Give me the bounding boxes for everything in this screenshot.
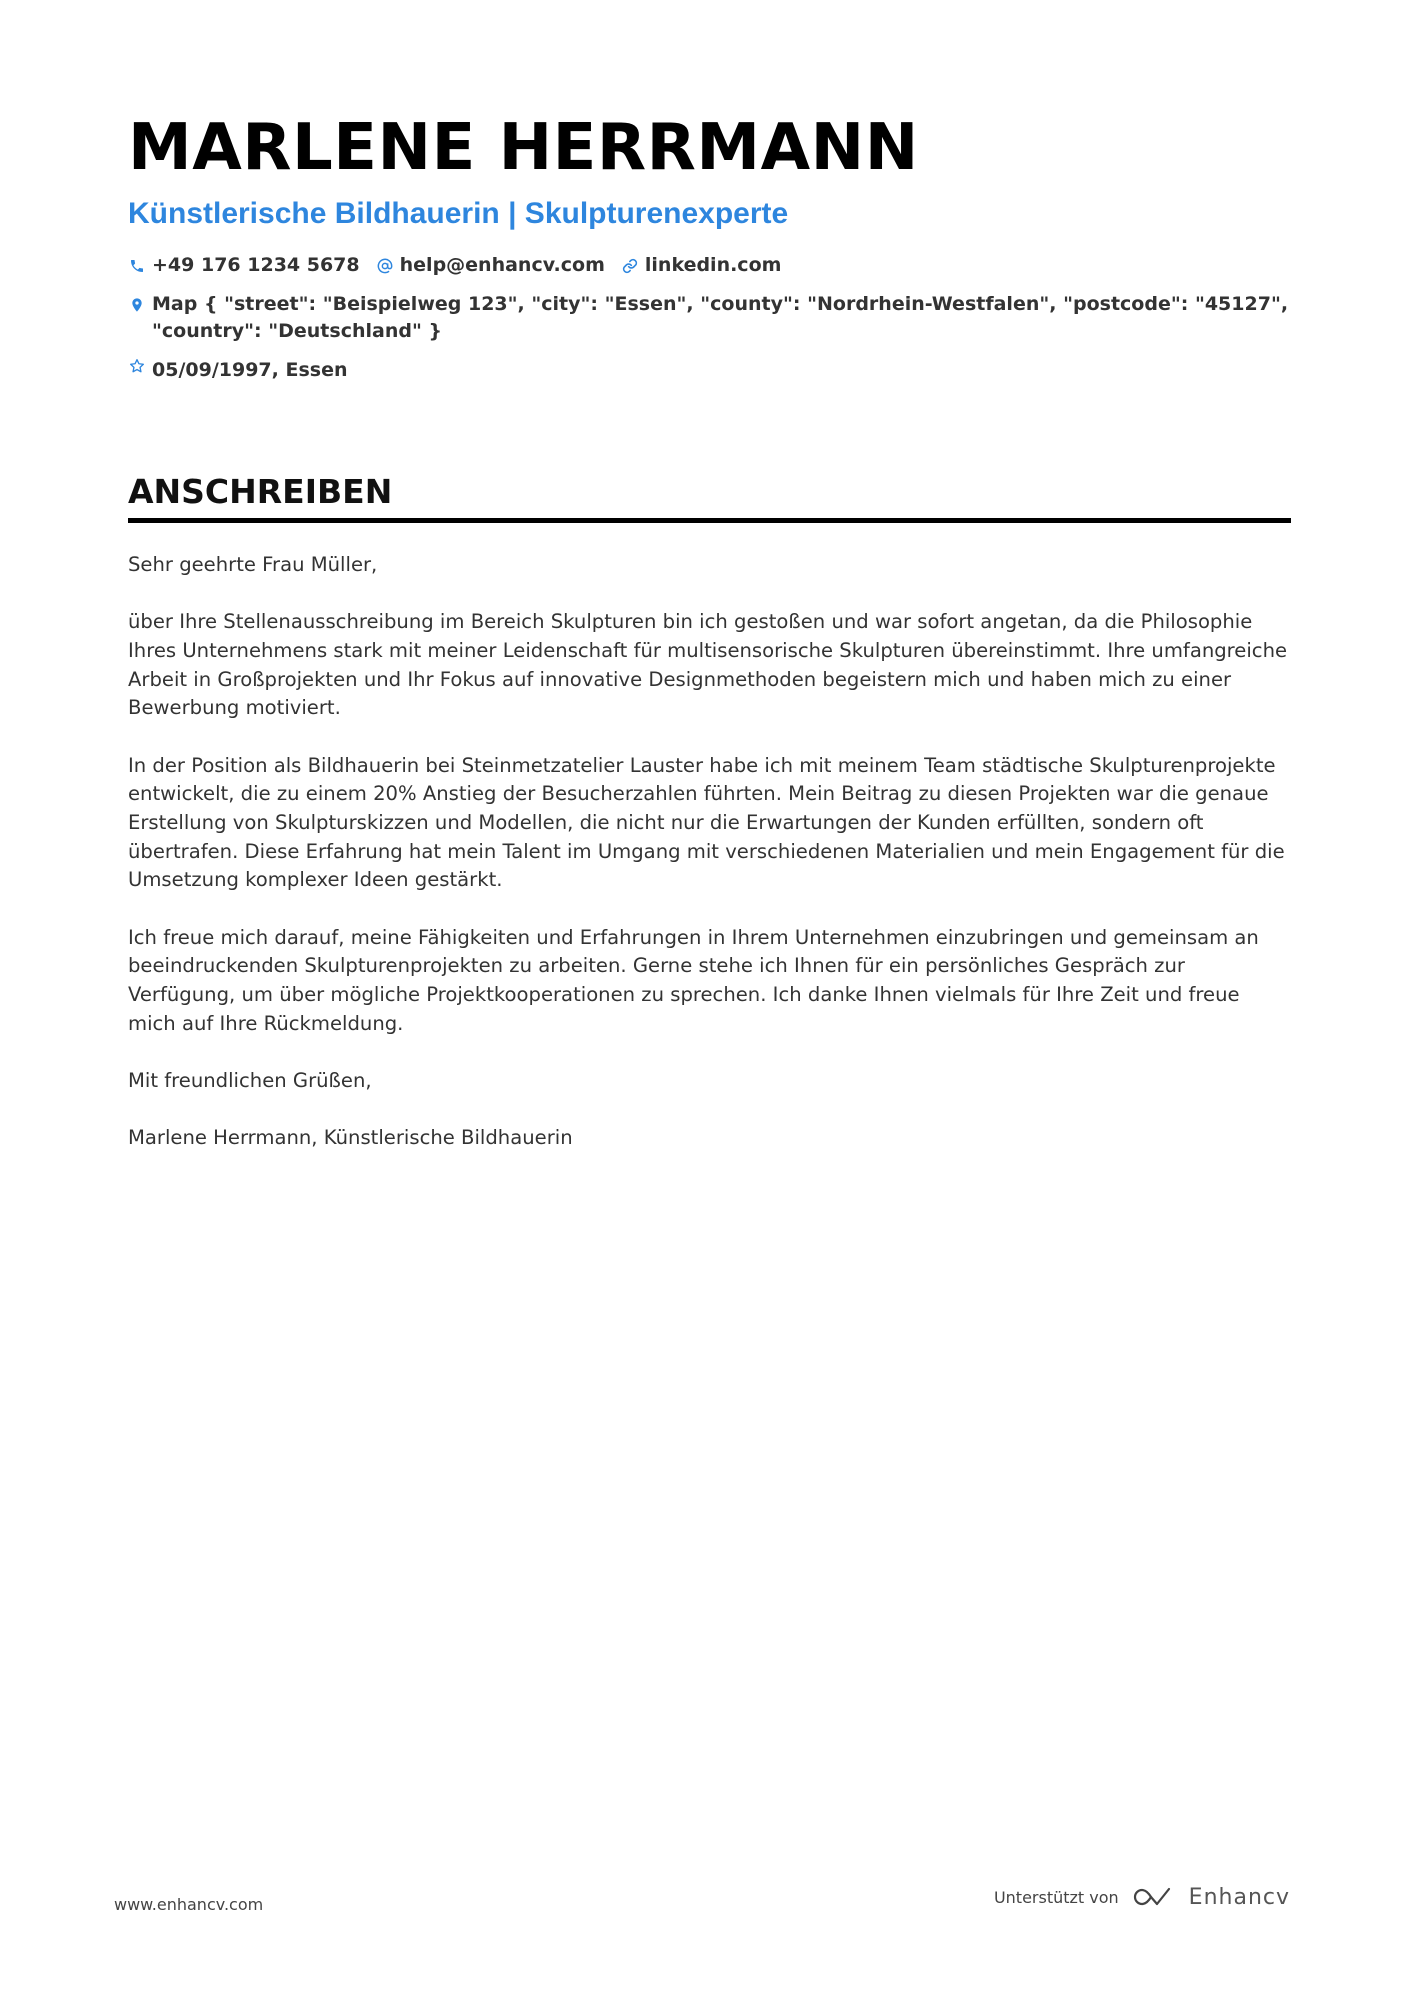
footer-website[interactable]: www.enhancv.com <box>114 1895 264 1914</box>
contact-row-primary <box>128 252 1291 279</box>
letter-paragraph-2: In der Position als Bildhauerin bei Steinmetzatelier Lauster habe ich mit meinem Team städtische Skulpturenprojekte entwickelt, die zu einem 20% Anstieg der Besucherzahlen führten. Mein Beitrag zu diesen Projekten war die genaue Erstellung von Skulpturskizzen und Modellen, die nicht nur die Erwartungen der Kunden erfüllten, sondern oft übertrafen. Diese Erfahrung hat mein Talent im Umgang mit verschiedenen Materialien und mein Engagement für die Umsetzung komplexer Ideen gestärkt. <box>128 753 1285 892</box>
contact-row-address <box>128 291 1291 345</box>
cover-letter-section <box>128 470 1291 1181</box>
letter-paragraph-3: Ich freue mich darauf, meine Fähigkeiten und Erfahrungen in Ihrem Unternehmen einzubringen und gemeinsam an beeindruckenden Skulpturenprojekten zu arbeiten. Gerne stehe ich Ihnen für ein persönliches Gespräch zur Verfügung, um über mögliche Projektkooperationen zu sprechen. Ich danke Ihnen vielmals für Ihre Zeit und freue mich auf Ihre Rückmeldung. <box>128 925 1259 1035</box>
signature: Marlene Herrmann, Künstlerische Bildhauerin <box>128 1126 573 1150</box>
contact-row-birth <box>128 357 1291 384</box>
job-title: Künstlerische Bildhauerin | Skulpturenexperte <box>128 197 789 230</box>
link-icon <box>621 257 639 275</box>
linkedin-contact[interactable] <box>621 252 782 279</box>
brand-name: Enhancv <box>1188 1884 1290 1910</box>
enhancv-logo-icon <box>1131 1884 1177 1910</box>
email-text: help@enhancv.com <box>399 254 605 276</box>
header <box>128 108 1291 396</box>
section-title: ANSCHREIBEN <box>128 470 1291 523</box>
letter-body <box>128 551 1291 1153</box>
phone-icon <box>128 257 146 275</box>
applicant-name: MARLENE HERRMANN <box>128 111 919 185</box>
address-text: Map { "street": "Beispielweg 123", "city": "Essen", "county": "Nordrhein-Westfalen", "postcode": "45127", "country": "Deutschland" } <box>152 293 1289 342</box>
birth-text: 05/09/1997, Essen <box>152 359 348 381</box>
powered-by-text: Unterstützt von <box>993 1887 1119 1907</box>
linkedin-text: linkedin.com <box>644 254 782 276</box>
at-icon <box>376 257 394 275</box>
email-contact[interactable] <box>376 252 605 279</box>
star-icon <box>128 357 146 375</box>
phone-contact[interactable] <box>128 252 360 279</box>
phone-text: +49 176 1234 5678 <box>152 254 360 276</box>
footer-branding <box>994 1884 1290 1910</box>
letter-paragraph-1: über Ihre Stellenausschreibung im Bereich Skulpturen bin ich gestoßen und war sofort angetan, da die Philosophie Ihres Unternehmens stark mit meiner Leidenschaft für multisensorische Skulpturen übereinstimmt. Ihre umfangreiche Arbeit in Großprojekten und Ihr Fokus auf innovative Designmethoden begeistern mich und haben mich zu einer Bewerbung motiviert. <box>128 610 1288 720</box>
salutation: Sehr geehrte Frau Müller, <box>128 553 378 576</box>
contact-info <box>128 252 1291 384</box>
map-pin-icon <box>128 296 146 314</box>
closing: Mit freundlichen Grüßen, <box>128 1068 372 1092</box>
